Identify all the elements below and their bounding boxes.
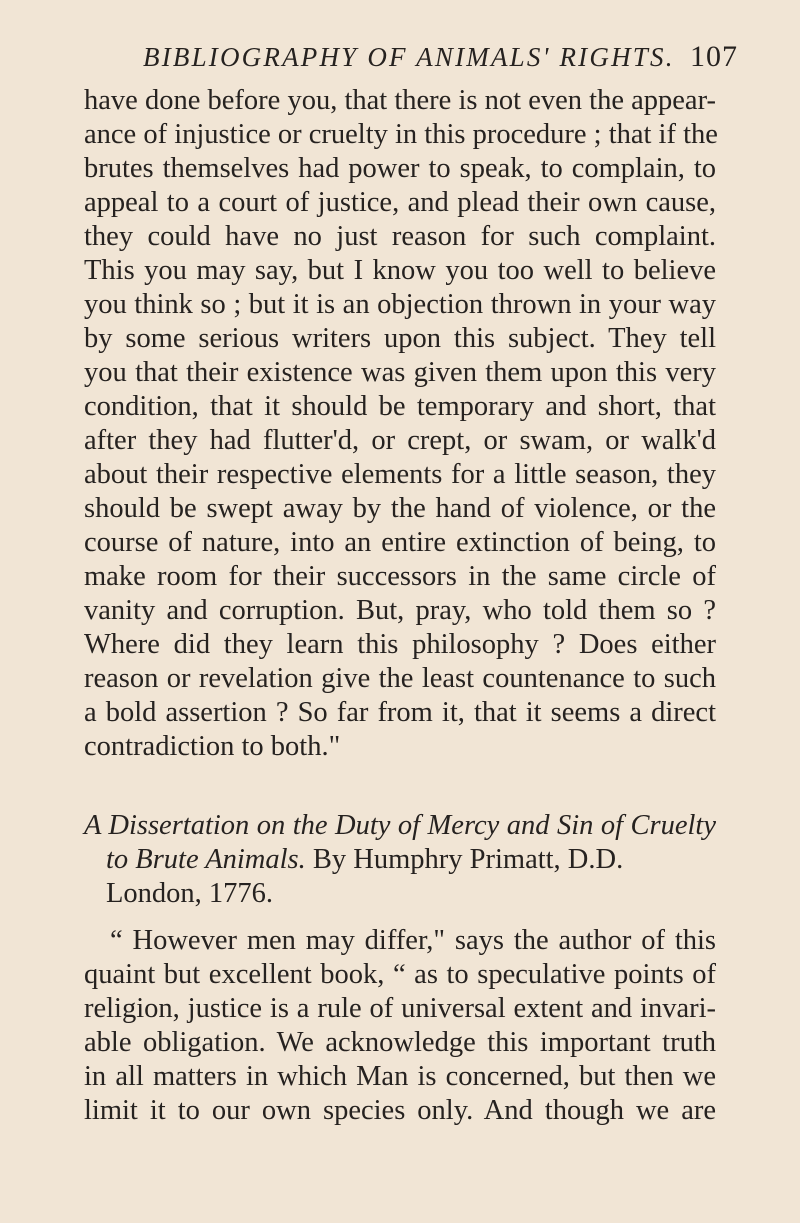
text-line: a bold assertion ? So far from it, that it seems a direct <box>84 697 716 728</box>
text-line: brutes themselves had power to speak, to complain, to <box>84 153 716 184</box>
text-line: limit it to our own species only. And though we are <box>84 1095 716 1126</box>
text-line: Where did they learn this philosophy ? Does either <box>84 629 716 660</box>
text-line: religion, justice is a rule of universal extent and invari- <box>84 993 716 1024</box>
entry-title: A Dissertation on the Duty of Mercy and Sin of Cruelty <box>84 810 716 841</box>
page-header <box>143 42 738 82</box>
entry-author: By Humphry Primatt, D.D. <box>305 844 624 875</box>
text-line: you that their existence was given them upon this very <box>84 357 716 388</box>
text-line: by some serious writers upon this subject. They tell <box>84 323 716 354</box>
text-line: have done before you, that there is not even the appear- <box>84 85 716 116</box>
text-line: in all matters in which Man is concerned, but then we <box>84 1061 716 1092</box>
text-line: ance of injustice or cruelty in this procedure ; that if the <box>84 119 718 150</box>
text-line: should be swept away by the hand of violence, or the <box>84 493 716 524</box>
text-line: course of nature, into an entire extinction of being, to <box>84 527 716 558</box>
entry-title-continued <box>106 843 716 877</box>
text-line: they could have no just reason for such complaint. <box>84 221 716 252</box>
text-line: appeal to a court of justice, and plead their own cause, <box>84 187 716 218</box>
text-line: vanity and corruption. But, pray, who told them so ? <box>84 595 716 626</box>
text-line: contradiction to both." <box>84 731 341 762</box>
text-line: This you may say, but I know you too well to believe <box>84 255 716 286</box>
entry-imprint: London, 1776. <box>106 878 274 909</box>
text-line: about their respective elements for a little season, they <box>84 459 716 490</box>
text-line: you think so ; but it is an objection thrown in your way <box>84 289 716 320</box>
page-number: 107 <box>690 40 738 73</box>
text-line: make room for their successors in the same circle of <box>84 561 716 592</box>
text-line: reason or revelation give the least countenance to such <box>84 663 716 694</box>
text-line: “ However men may differ," says the author of this <box>110 925 716 956</box>
running-head: BIBLIOGRAPHY OF ANIMALS' RIGHTS. <box>143 42 675 72</box>
text-line: after they had flutter'd, or crept, or swam, or walk'd <box>84 425 716 456</box>
text-line: condition, that it should be temporary and short, that <box>84 391 716 422</box>
entry-title-end: to Brute Animals. <box>106 844 306 875</box>
text-line: able obligation. We acknowledge this important truth <box>84 1027 716 1058</box>
text-line: quaint but excellent book, “ as to speculative points of <box>84 959 716 990</box>
